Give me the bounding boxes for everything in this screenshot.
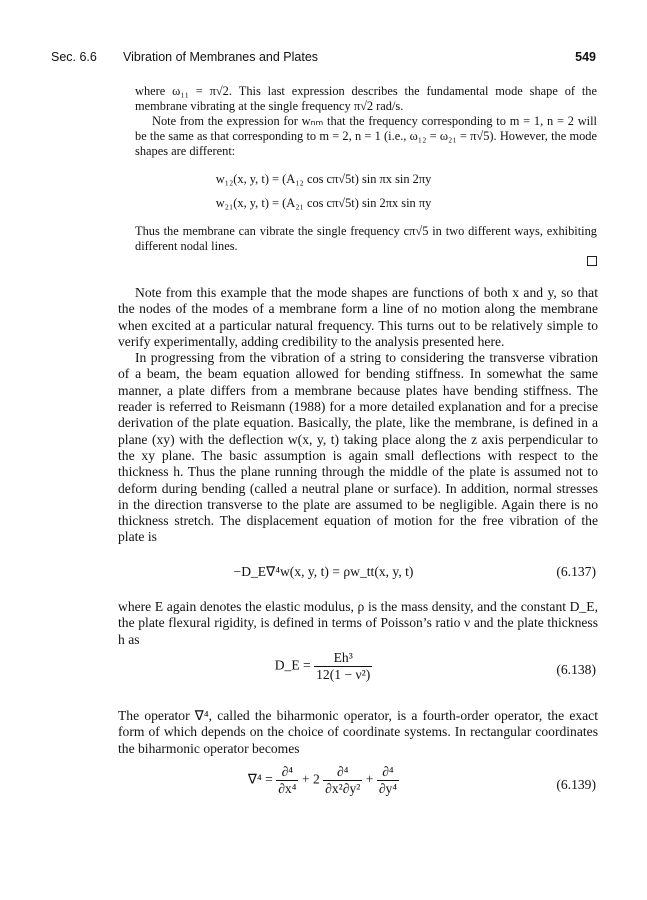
body-paragraph-3: where E again denotes the elastic modulus, ρ is the mass density, and the constant D_E, the plate flexural rigidity, is defined in terms of Poisson’s ratio ν and the plate thickness h as	[118, 599, 598, 647]
equation-6-139-term-1	[276, 764, 298, 797]
term-3-numerator: ∂⁴	[377, 764, 399, 781]
body-paragraph-2: In progressing from the vibration of a string to considering the transverse vibration of a beam, the beam equation allowed for bending stiffness. In somewhat the same manner, a plate differs from a membrane because plates have bending stiffness. The reader is referred to Reismann (1988) for a more detailed explanation and for a precise derivation of the plate equation. Basically, the plate, like the membrane, is defined in a plane (xy) with the deflection w(x, y, t) taking place along the z axis perpendicular to the xy plane. The basic assumption is again small deflections with respect to the thickness h. Thus the plane running through the middle of the plate is assumed not to deform during bending (called a neutral plane or surface). In addition, normal stresses in the direction transverse to the plate are assumed to be negligible. Again there is no thickness stretch. The displacement equation of motion for the free vibration of the plate is	[118, 350, 598, 545]
equation-6-138-lhs: D_E =	[274, 657, 311, 673]
example-paragraph-2: Note from the expression for wₙₘ that the frequency corresponding to m = 1, n = 2 will be the same as that corresponding to m = 2, n = 1 (i.e., ω₁₂ = ω₂₁ = π√5). However, the mode shapes are different:	[135, 114, 597, 158]
example-equation-w21: w₂₁(x, y, t) = (A₂₁ cos cπ√5t) sin 2πx sin πy	[215, 196, 432, 210]
equation-6-137-expression: −D_E∇⁴w(x, y, t) = ρw_tt(x, y, t)	[233, 564, 414, 579]
term-3-denominator: ∂y⁴	[378, 781, 398, 796]
equation-6-137-number: (6.137)	[556, 564, 596, 579]
equation-6-139-coef: + 2	[301, 771, 320, 787]
body-text-2	[118, 599, 598, 648]
equation-6-138-fraction	[314, 650, 372, 683]
equation-6-139-number: (6.139)	[556, 777, 596, 792]
equation-6-137	[0, 564, 647, 586]
example-paragraph-1: where ω₁₁ = π√2. This last expression describes the fundamental mode shape of the membrane vibrating at the single frequency π√2 rad/s.	[135, 84, 597, 113]
example-conclusion	[135, 224, 597, 254]
body-text-1	[118, 285, 598, 546]
body-paragraph-4: The operator ∇⁴, called the biharmonic operator, is a fourth-order operator, the exact form of which depends on the choice of coordinate systems. In rectangular coordinates the biharmonic operator becomes	[118, 708, 598, 756]
term-1-numerator: ∂⁴	[276, 764, 298, 781]
body-paragraph-1: Note from this example that the mode shapes are functions of both x and y, so that the nodes of the modes of a membrane form a line of no motion along the membrane when excited at a particular natural frequency. This turns out to be relatively simple to verify experimentally, adding credibility to the analysis presented here.	[118, 285, 598, 349]
equation-6-138	[0, 650, 647, 694]
page-number: 549	[575, 50, 596, 64]
end-of-example-square-icon	[587, 256, 597, 266]
term-2-numerator: ∂⁴	[323, 764, 362, 781]
chapter-section-title: Vibration of Membranes and Plates	[123, 50, 319, 64]
equation-6-138-numerator: Eh³	[314, 650, 372, 667]
term-1-denominator: ∂x⁴	[278, 781, 297, 796]
section-number: Sec. 6.6	[51, 50, 97, 64]
term-2-denominator: ∂x²∂y²	[325, 781, 361, 796]
equation-6-139-term-2	[323, 764, 362, 797]
equation-6-139	[0, 764, 647, 808]
equation-6-139-plus: +	[365, 771, 374, 787]
equation-6-139-lhs: ∇⁴ =	[247, 771, 273, 787]
running-header	[0, 50, 647, 70]
equation-6-139-term-3	[377, 764, 399, 797]
example-block	[135, 84, 597, 159]
equation-6-138-number: (6.138)	[556, 662, 596, 677]
example-equation-w12: w₁₂(x, y, t) = (A₁₂ cos cπ√5t) sin πx sin 2πy	[215, 172, 432, 186]
equation-6-138-denominator: 12(1 − ν²)	[316, 667, 371, 682]
example-paragraph-3: Thus the membrane can vibrate the single frequency cπ√5 in two different ways, exhibiting different nodal lines.	[135, 224, 597, 253]
body-text-3	[118, 708, 598, 757]
